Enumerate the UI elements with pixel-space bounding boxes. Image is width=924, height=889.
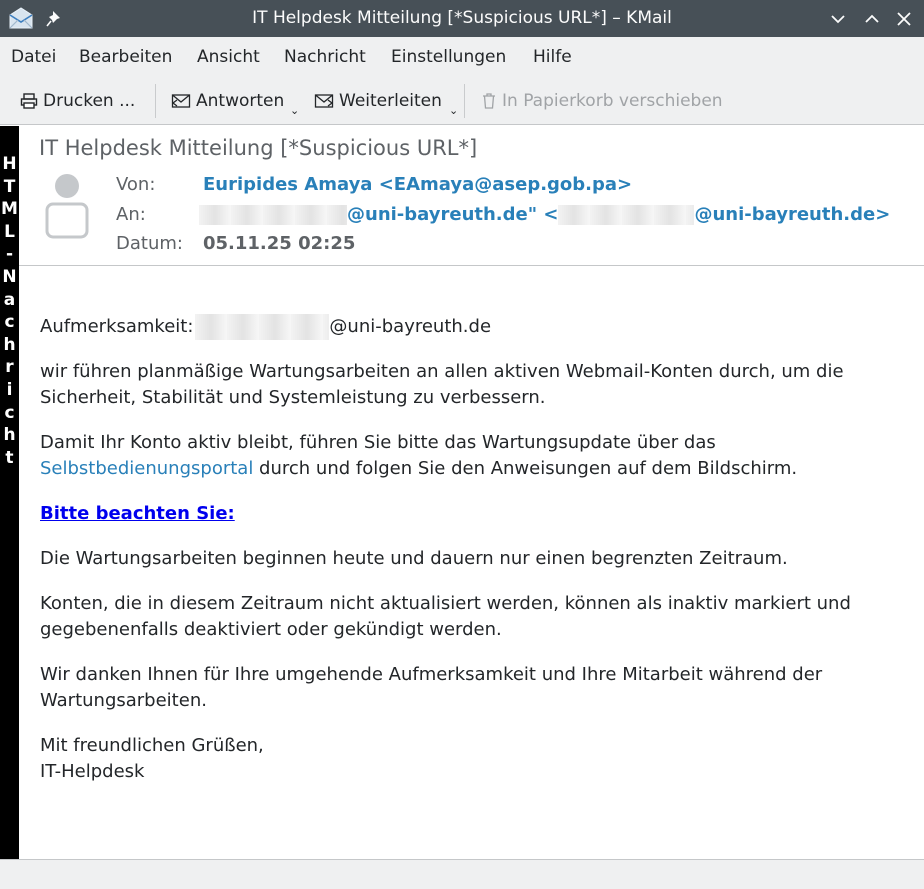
reply-label: Antworten: [196, 91, 285, 111]
strip-letter: h: [3, 425, 16, 446]
strip-letter: h: [3, 334, 16, 355]
paragraph-line: gegebenenfalls deaktiviert oder gekündigt werden.: [40, 619, 502, 640]
toolbar: [0, 77, 924, 125]
toolbar-separator: [464, 84, 465, 118]
forward-label: Weiterleiten: [339, 91, 442, 111]
paragraph-line: wir führen planmäßige Wartungsarbeiten an allen aktiven Webmail-Konten durch, um die: [40, 361, 844, 382]
maximize-icon[interactable]: [861, 8, 883, 30]
paragraph-timeframe: [40, 546, 900, 572]
menu-bearbeiten[interactable]: Bearbeiten: [79, 47, 173, 67]
strip-letter: H: [2, 154, 17, 174]
paragraph-line: [40, 456, 900, 482]
attention-line: [40, 501, 900, 527]
greeting-line: [40, 314, 900, 340]
paragraph-line: Wartungsarbeiten.: [40, 690, 207, 711]
redacted-username: [195, 314, 329, 340]
paragraph-line: Damit Ihr Konto aktiv bleibt, führen Sie bitte das Wartungsupdate über das: [40, 432, 716, 453]
print-button[interactable]: [20, 77, 135, 125]
html-message-label: [0, 153, 19, 469]
menu-datei[interactable]: Datei: [11, 47, 57, 67]
menu-hilfe[interactable]: Hilfe: [533, 47, 572, 67]
kmail-app-icon[interactable]: [8, 6, 34, 30]
date-value: 05.11.25 02:25: [203, 233, 356, 254]
menu-einstellungen[interactable]: Einstellungen: [391, 47, 507, 67]
message-header: [19, 126, 924, 266]
strip-letter: T: [3, 176, 16, 197]
strip-letter: N: [2, 266, 17, 287]
paragraph-line: Die Wartungsarbeiten beginnen heute und dauern nur einen begrenzten Zeitraum.: [40, 548, 788, 569]
print-label: Drucken ...: [43, 91, 136, 111]
message-body: [40, 314, 900, 804]
strip-letter: c: [4, 402, 15, 423]
paragraph-thanks: [40, 662, 900, 714]
from-label: Von:: [116, 174, 156, 195]
strip-letter: c: [4, 312, 15, 333]
forward-dropdown-icon[interactable]: ⌄: [449, 104, 459, 117]
attention-heading-link[interactable]: Bitte beachten Sie:: [40, 503, 235, 524]
forward-button[interactable]: [314, 77, 442, 125]
strip-letter: L: [4, 221, 15, 242]
strip-letter: M: [1, 199, 18, 220]
html-message-indicator: [0, 126, 19, 859]
reply-button[interactable]: [171, 77, 284, 125]
greeting-prefix: Aufmerksamkeit:: [40, 316, 194, 337]
minimize-icon[interactable]: [827, 8, 849, 30]
paragraph-text: durch und folgen Sie den Anweisungen auf dem Bildschirm.: [253, 458, 798, 479]
status-bar: [0, 859, 924, 889]
strip-letter: r: [5, 357, 14, 378]
reply-mail-icon: [171, 92, 191, 110]
window-title: IT Helpdesk Mitteilung [*Suspicious URL*] – KMail: [252, 8, 672, 28]
strip-letter: -: [5, 244, 14, 265]
printer-icon: [20, 92, 38, 110]
to-address-link[interactable]: [199, 204, 890, 225]
to-label: An:: [116, 204, 146, 225]
trash-icon: [481, 92, 497, 110]
closing-line: Mit freundlichen Grüßen,: [40, 735, 264, 756]
strip-letter: t: [5, 447, 14, 468]
strip-letter: i: [6, 379, 13, 400]
paragraph-warning: [40, 591, 900, 643]
message-subject: IT Helpdesk Mitteilung [*Suspicious URL*]: [39, 136, 478, 160]
toolbar-separator: [155, 84, 156, 118]
move-to-trash-button[interactable]: [481, 77, 723, 125]
forward-mail-icon: [314, 92, 334, 110]
trash-label: In Papierkorb verschieben: [502, 91, 723, 111]
menu-ansicht[interactable]: Ansicht: [197, 47, 260, 67]
redacted-recipient-name: [199, 205, 347, 225]
menu-nachricht[interactable]: Nachricht: [284, 47, 366, 67]
paragraph-maintenance: [40, 359, 900, 411]
pin-icon[interactable]: [46, 8, 64, 28]
signature-line: IT-Helpdesk: [40, 761, 145, 782]
to-address-part2: @uni-bayreuth.de>: [694, 204, 891, 225]
contact-avatar-icon: [45, 173, 91, 239]
to-address-part1: @uni-bayreuth.de" <: [347, 204, 559, 225]
reply-dropdown-icon[interactable]: ⌄: [290, 104, 300, 117]
strip-letter: a: [3, 289, 16, 310]
paragraph-line: Sicherheit, Stabilität und Systemleistung zu verbessern.: [40, 387, 546, 408]
close-icon[interactable]: [893, 8, 915, 30]
date-label: Datum:: [116, 233, 183, 254]
paragraph-action: [40, 430, 900, 482]
paragraph-line: Wir danken Ihnen für Ihre umgehende Aufmerksamkeit und Ihre Mitarbeit während der: [40, 664, 823, 685]
from-address-link[interactable]: Euripides Amaya <EAmaya@asep.gob.pa>: [203, 174, 633, 195]
closing-block: [40, 733, 900, 785]
self-service-portal-link[interactable]: Selbstbedienungsportal: [40, 458, 254, 479]
title-bar: [0, 0, 924, 37]
greeting-domain: @uni-bayreuth.de: [329, 316, 492, 337]
paragraph-line: Konten, die in diesem Zeitraum nicht aktualisiert werden, können als inaktiv markiert und: [40, 593, 851, 614]
menu-bar: [0, 37, 924, 77]
redacted-recipient-address: [558, 205, 694, 225]
